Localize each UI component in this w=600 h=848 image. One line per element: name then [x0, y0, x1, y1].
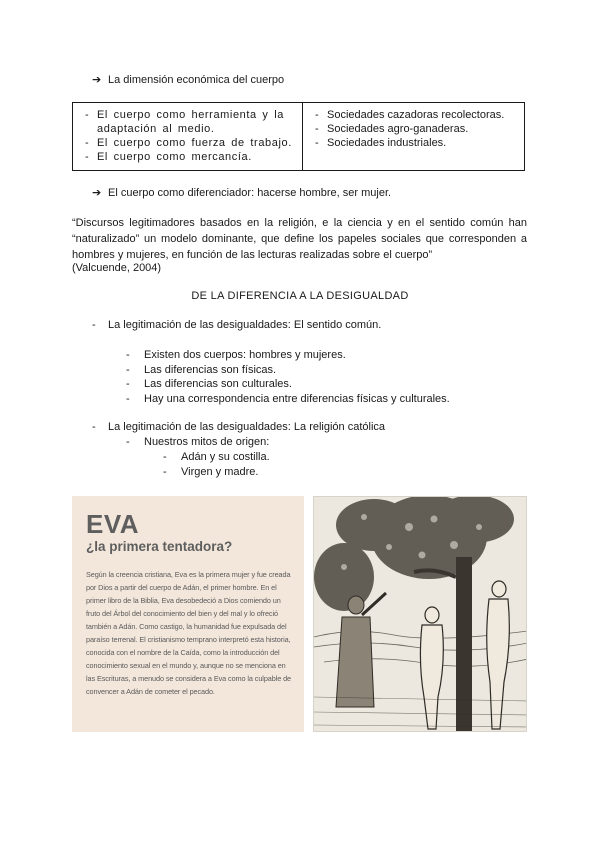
table-left-column	[73, 103, 303, 170]
quote-text: “Discursos legitimadores basados en la religión, e la ciencia y en el sentido común han “naturalizado” un modelo dominante, que define los papeles sociales que corresponden a hombres y mujeres, en función de las lecturas realizadas sobre el cuerpo”	[72, 217, 527, 261]
arrow-right-icon: ➔	[92, 74, 102, 86]
list-item: - El cuerpo como herramienta y la adaptación al medio.	[85, 109, 284, 135]
religion-label: La legitimación de las desigualdades: La religión católica	[108, 421, 386, 433]
quote-source: (Valcuende, 2004)	[72, 262, 162, 274]
arrow-right-icon: ➔	[92, 187, 102, 199]
eva-card-image	[72, 496, 304, 732]
list-item: - Las diferencias son culturales.	[126, 378, 292, 391]
economy-table	[72, 102, 525, 171]
woodcut-illustration	[314, 497, 527, 732]
eva-card-body: Según la creencia cristiana, Eva es la primera mujer y fue creada por Dios a partir del cuerpo de Adán, el primer hombre. En el primer libro de la Biblia, Eva desobedeció a Dios comiendo un fruto del Árbol del conocimiento del bien y del mal y lo ofreció también a Adán. Como castigo, la humanidad fue expulsada del paraíso terrenal. El cristianismo temprano interpretó esta historia, conocida con el nombre de la Caída, como la introducción del conocimiento sexual en el mundo y, aunque no se menciona en las Escrituras, a menudo se considera a Eva como la culpable de convencer a Adán de cometer el pecado.	[86, 570, 292, 696]
list-item: - Existen dos cuerpos: hombres y mujeres.	[126, 349, 346, 361]
eva-card-title: EVA	[86, 509, 140, 539]
adam-eve-woodcut-image	[313, 496, 527, 732]
list-item: - Nuestros mitos de origen:	[126, 436, 270, 448]
common-sense-list	[126, 348, 450, 406]
eva-card-subtitle: ¿la primera tentadora?	[86, 539, 233, 554]
list-item: - Adán y su costilla.	[163, 451, 270, 463]
quote-block	[72, 215, 527, 263]
list-item: - Hay una correspondencia entre diferencias físicas y culturales.	[126, 392, 450, 405]
econ-heading: La dimensión económica del cuerpo	[108, 74, 285, 86]
list-item: - Sociedades agro-ganaderas.	[315, 123, 469, 135]
list-item: - Sociedades industriales.	[315, 137, 447, 149]
list-item: - Las diferencias son físicas.	[126, 363, 277, 376]
list-item: - Sociedades cazadoras recolectoras.	[315, 109, 505, 121]
differentiator-heading-line	[92, 186, 391, 199]
section-title: DE LA DIFERENCIA A LA DESIGUALDAD	[191, 290, 409, 302]
origin-myths-list	[163, 450, 270, 479]
differentiator-heading: El cuerpo como diferenciador: hacerse hombre, ser mujer.	[108, 187, 392, 199]
list-item: - El cuerpo como fuerza de trabajo.	[85, 137, 292, 149]
religion-sub-list	[126, 435, 269, 450]
list-item: - Virgen y madre.	[163, 465, 259, 478]
common-sense-label: La legitimación de las desigualdades: El sentido común.	[108, 319, 382, 331]
religion-label-line: - La legitimación de las desigualdades: La religión católica	[92, 421, 386, 433]
list-item: - El cuerpo como mercancía.	[85, 151, 252, 163]
common-sense-label-line: - La legitimación de las desigualdades: El sentido común.	[92, 319, 382, 331]
econ-heading-line	[92, 73, 284, 86]
table-right-column	[303, 103, 524, 170]
